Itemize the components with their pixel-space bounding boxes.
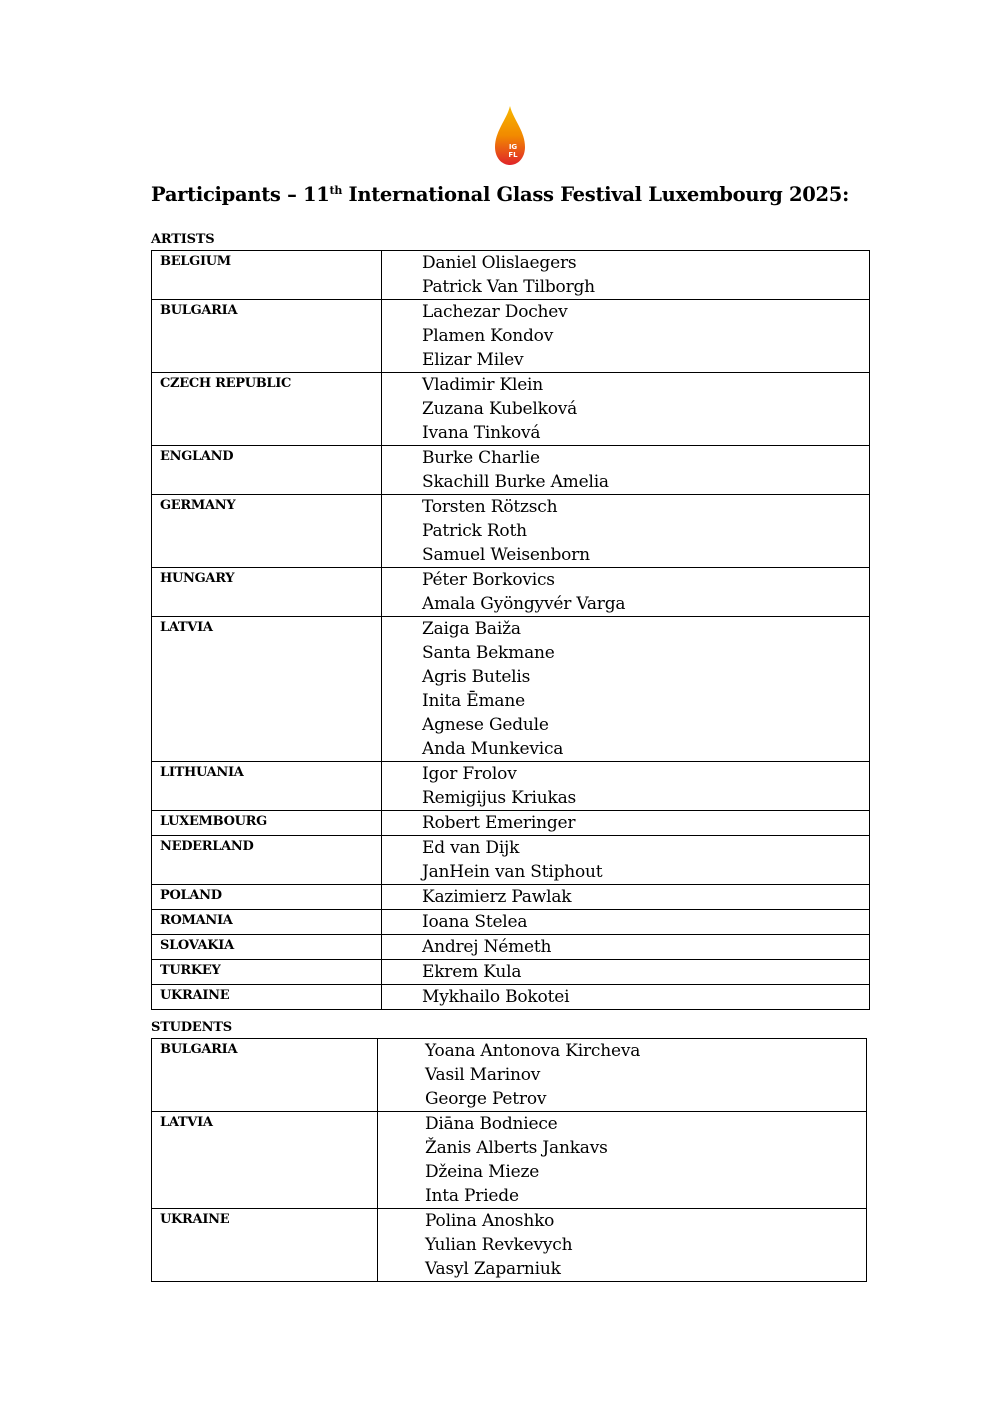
country-cell: POLAND bbox=[152, 885, 382, 910]
table-row bbox=[152, 495, 870, 568]
participant-name: Vladimir Klein bbox=[422, 375, 544, 395]
country-cell: LATVIA bbox=[152, 617, 382, 762]
participant-name: Remigijus Kriukas bbox=[422, 788, 577, 808]
table-row bbox=[152, 568, 870, 617]
participant-name: Kazimierz Pawlak bbox=[422, 887, 572, 907]
names-cell bbox=[382, 811, 870, 836]
names-cell bbox=[378, 1039, 867, 1112]
participant-name: Anda Munkevica bbox=[422, 739, 564, 759]
names-cell bbox=[382, 910, 870, 935]
participant-name: Lachezar Dochev bbox=[422, 302, 568, 322]
names-cell bbox=[378, 1112, 867, 1209]
logo-letters-fl: FL bbox=[508, 151, 518, 159]
country-cell: ROMANIA bbox=[152, 910, 382, 935]
table-row bbox=[152, 1039, 867, 1112]
students-table bbox=[151, 1038, 867, 1282]
participant-name: Patrick Roth bbox=[422, 521, 527, 541]
participant-name: Inita Ēmane bbox=[422, 691, 525, 711]
participant-name: Péter Borkovics bbox=[422, 570, 555, 590]
table-row bbox=[152, 1112, 867, 1209]
country-cell: GERMANY bbox=[152, 495, 382, 568]
participant-name: Elizar Milev bbox=[422, 350, 524, 370]
participant-name: Polina Anoshko bbox=[425, 1211, 555, 1231]
country-cell: LATVIA bbox=[152, 1112, 378, 1209]
names-cell bbox=[382, 935, 870, 960]
table-row bbox=[152, 1209, 867, 1282]
participant-name: Torsten Rötzsch bbox=[422, 497, 558, 517]
participant-name: Zuzana Kubelková bbox=[422, 399, 578, 419]
names-cell bbox=[378, 1209, 867, 1282]
names-cell bbox=[382, 985, 870, 1010]
names-cell bbox=[382, 617, 870, 762]
country-cell: CZECH REPUBLIC bbox=[152, 373, 382, 446]
country-cell: BULGARIA bbox=[152, 1039, 378, 1112]
country-cell: TURKEY bbox=[152, 960, 382, 985]
participant-name: Yoana Antonova Kircheva bbox=[425, 1041, 641, 1061]
table-row bbox=[152, 836, 870, 885]
participant-name: JanHein van Stiphout bbox=[422, 862, 603, 882]
country-cell: LITHUANIA bbox=[152, 762, 382, 811]
names-cell bbox=[382, 251, 870, 300]
country-cell: NEDERLAND bbox=[152, 836, 382, 885]
table-row bbox=[152, 251, 870, 300]
participant-name: Vasil Marinov bbox=[425, 1065, 541, 1085]
page-title: Participants – 11th International Glass Festival Luxembourg 2025: bbox=[151, 183, 849, 206]
participant-name: Vasyl Zaparniuk bbox=[425, 1259, 561, 1279]
participant-name: Ioana Stelea bbox=[422, 912, 528, 932]
participant-name: Amala Gyöngyvér Varga bbox=[422, 594, 626, 614]
igfl-flame-logo bbox=[493, 105, 527, 167]
participant-name: Zaiga Baiža bbox=[422, 619, 521, 639]
table-row bbox=[152, 935, 870, 960]
country-cell: BELGIUM bbox=[152, 251, 382, 300]
country-cell: HUNGARY bbox=[152, 568, 382, 617]
participant-name: Ivana Tinková bbox=[422, 423, 541, 443]
participant-name: Ed van Dijk bbox=[422, 838, 520, 858]
table-row bbox=[152, 985, 870, 1010]
names-cell bbox=[382, 960, 870, 985]
names-cell bbox=[382, 495, 870, 568]
participant-name: Burke Charlie bbox=[422, 448, 540, 468]
participant-name: Ekrem Kula bbox=[422, 962, 522, 982]
students-section-label: STUDENTS bbox=[151, 1020, 232, 1035]
table-row bbox=[152, 910, 870, 935]
participant-name: Plamen Kondov bbox=[422, 326, 554, 346]
country-cell: UKRAINE bbox=[152, 985, 382, 1010]
country-cell: BULGARIA bbox=[152, 300, 382, 373]
logo-letters-ig: IG bbox=[508, 143, 518, 151]
country-cell: LUXEMBOURG bbox=[152, 811, 382, 836]
names-cell bbox=[382, 836, 870, 885]
participant-name: Yulian Revkevych bbox=[425, 1235, 573, 1255]
names-cell bbox=[382, 568, 870, 617]
artists-section-label: ARTISTS bbox=[151, 232, 215, 247]
participant-name: Igor Frolov bbox=[422, 764, 517, 784]
names-cell bbox=[382, 373, 870, 446]
participant-name: Diāna Bodniece bbox=[425, 1114, 558, 1134]
participant-name: Agnese Gedule bbox=[422, 715, 549, 735]
participant-name: George Petrov bbox=[425, 1089, 547, 1109]
participant-name: Robert Emeringer bbox=[422, 813, 576, 833]
table-row bbox=[152, 446, 870, 495]
participant-name: Žanis Alberts Jankavs bbox=[425, 1138, 608, 1158]
table-row bbox=[152, 617, 870, 762]
table-row bbox=[152, 811, 870, 836]
country-cell: ENGLAND bbox=[152, 446, 382, 495]
participant-name: Daniel Olislaegers bbox=[422, 253, 577, 273]
country-cell: UKRAINE bbox=[152, 1209, 378, 1282]
table-row bbox=[152, 762, 870, 811]
participant-name: Agris Butelis bbox=[422, 667, 531, 687]
names-cell bbox=[382, 446, 870, 495]
participant-name: Patrick Van Tilborgh bbox=[422, 277, 595, 297]
participant-name: Mykhailo Bokotei bbox=[422, 987, 570, 1007]
names-cell bbox=[382, 762, 870, 811]
participant-name: Džeina Mieze bbox=[425, 1162, 540, 1182]
artists-table bbox=[151, 250, 870, 1010]
participant-name: Inta Priede bbox=[425, 1186, 519, 1206]
names-cell bbox=[382, 885, 870, 910]
table-row bbox=[152, 373, 870, 446]
country-cell: SLOVAKIA bbox=[152, 935, 382, 960]
table-row bbox=[152, 960, 870, 985]
participant-name: Samuel Weisenborn bbox=[422, 545, 590, 565]
participant-name: Santa Bekmane bbox=[422, 643, 555, 663]
participant-name: Andrej Németh bbox=[422, 937, 552, 957]
table-row bbox=[152, 300, 870, 373]
names-cell bbox=[382, 300, 870, 373]
participant-name: Skachill Burke Amelia bbox=[422, 472, 609, 492]
table-row bbox=[152, 885, 870, 910]
